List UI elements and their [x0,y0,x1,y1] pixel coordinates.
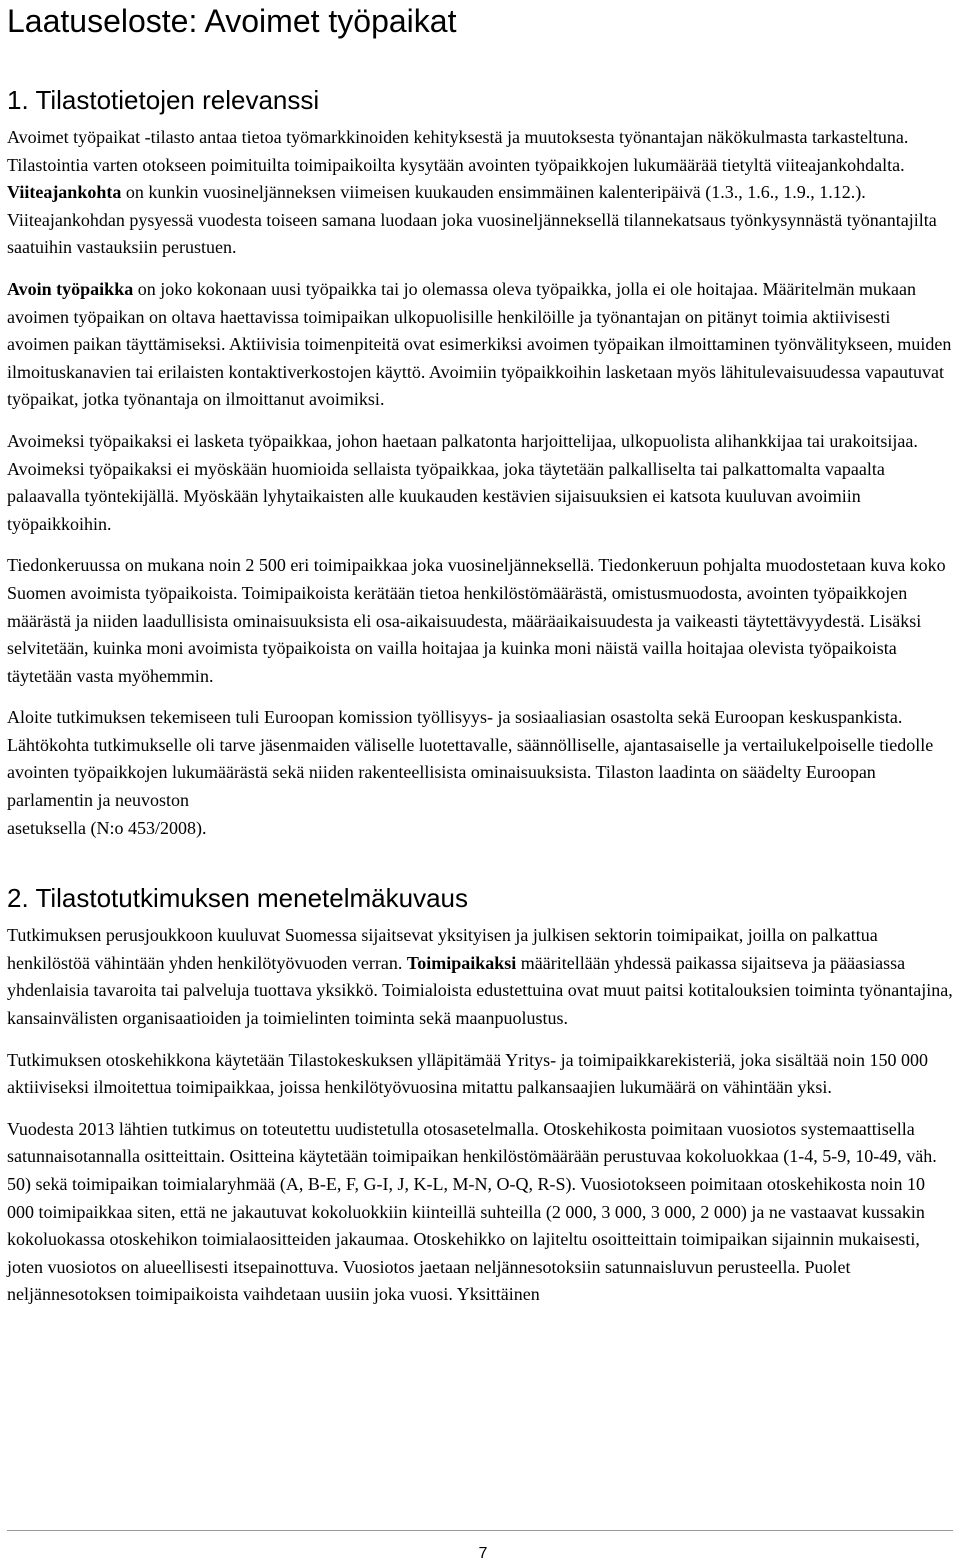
section-1-paragraph-1 [7,124,955,262]
paragraph-text: on joko kokonaan uusi työpaikka tai jo olemassa oleva työpaikka, jolla ei ole hoitajaa. Määritelmän mukaan avoimen työpaikan on oltava haettavissa toimipaikan ulkopuolisille henkilöille ja työnantajan on pitänyt toimia aktiivisesti avoimen paikan täyttämiseksi. Aktiivisia toimenpiteitä ovat esimerkiksi avoimen työpaikan ilmoittaminen työnvälitykseen, muiden ilmoituskanavien tai erilaisten kontaktiverkostojen käyttö. Avoimiin työpaikkoihin lasketaan myös lähitulevaisuudessa vapautuvat työpaikat, jotka työnantaja on ilmoittanut avoimiksi. [7,278,952,410]
section-2-paragraph-2: Tutkimuksen otoskehikkona käytetään Tilastokeskuksen ylläpitämää Yritys- ja toimipaikkarekisteriä, joka sisältää noin 150 000 aktiiviseksi ilmoitettua toimipaikkaa, joissa henkilötyövuosina mitattu palkansaajien lukumäärä on vähintään yksi. [7,1049,929,1098]
term-avoin-tyopaikka: Avoin työpaikka [7,278,134,299]
term-viiteajankohta: Viiteajankohta [7,182,122,203]
paragraph-text: Tutkimuksen perusjoukkoon kuuluvat Suomessa sijaitsevat yksityisen ja julkisen sektorin toimipaikat, joilla on palkattua henkilöstöä vähintään yhden henkilötyövuoden verran. [7,925,878,973]
paragraph-text: asetuksella (N:o 453/2008). [7,817,207,838]
paragraph-text: Aloite tutkimuksen tekemiseen tuli Euroopan komission työllisyys- ja sosiaaliasian osastolta sekä Euroopan keskuspankista. Lähtökohta tutkimukselle oli tarve jäsenmaiden väliselle luotettavalle, säännölliselle, ajantasaiselle ja vertailukelpoiselle tiedolle avointen työpaikkojen lukumäärästä sekä niiden rakenteellisista ominaisuuksista. Tilaston laadinta on säädelty Euroopan parlamentin ja neuvoston [7,707,934,811]
section-1-paragraph-5 [7,704,955,842]
page-number-text: 7 [478,1545,488,1562]
paragraph-text: Avoimet työpaikat -tilasto antaa tietoa työmarkkinoiden kehityksestä ja muutoksesta työnantajan näkökulmasta tarkasteltuna. Tilastointia varten otokseen poimituilta toimipaikoilta kysytään avointen työpaikkojen lukumäärää tietyltä viiteajankohdalta. [7,127,909,175]
section-1-paragraph-2 [7,276,955,414]
section-2-heading: 2. Tilastotutkimuksen menetelmäkuvaus [7,883,468,914]
document-page [7,0,955,1309]
term-toimipaikaksi: Toimipaikaksi [406,952,517,973]
paragraph-text: on kunkin vuosineljänneksen viimeisen kuukauden ensimmäinen kalenteripäivä (1.3., 1.6., 1.9., 1.12.). Viiteajankohdan pysyessä vuodesta toiseen samana luodaan joka vuosineljänneksellä tilannekatsaus työnkysynnästä työnantajilta saatuihin vastauksiin perustuen. [7,182,937,258]
section-1-paragraph-3: Avoimeksi työpaikaksi ei lasketa työpaikkaa, johon haetaan palkatonta harjoittelijaa, ulkopuolista alihankkijaa tai urakoitsijaa. Avoimeksi työpaikaksi ei myöskään huomioida sellaista työpaikkaa, joka täytetään palkalliselta tai palkattomalta vapaalta palaavalla työntekijällä. Myöskään lyhytaikaisten alle kuukauden kestävien sijaisuuksien ei katsota kuuluvan avoimiin työpaikkoihin. [7,430,918,534]
footer-divider [7,1530,953,1531]
page-number [0,1545,960,1563]
section-1-heading: 1. Tilastotietojen relevanssi [7,85,320,115]
section-2-paragraph-1 [7,922,955,1032]
document-title: Laatuseloste: Avoimet työpaikat [7,3,457,39]
section-1-paragraph-4: Tiedonkeruussa on mukana noin 2 500 eri toimipaikkaa joka vuosineljänneksellä. Tiedonkeruun pohjalta muodostetaan kuva koko Suomen avoimista työpaikoista. Toimipaikoista kerätään tietoa henkilöstömäärästä, omistusmuodosta, avointen työpaikkojen määrästä ja niiden laadullisista ominaisuuksista eli osa-aikaisuudesta, määräaikaisuudesta ja vaikeasti täytettävyydestä. Lisäksi selvitetään, kuinka moni avoimista työpaikoista on vailla hoitajaa ja kuinka moni näistä vailla hoitajaa olevista työpaikoista täytetään vasta myöhemmin. [7,555,946,686]
paragraph-text: määritellään yhdessä paikassa sijaitseva ja pääasiassa yhdenlaisia tavaroita tai palveluja tuottava yksikkö. Toimialoista edustettuina ovat muut paitsi kotitalouksien toiminta työnantajina, kansainvälisten organisaatioiden ja toimielinten toiminta sekä maanpuolustus. [7,952,953,1029]
section-2-paragraph-3: Vuodesta 2013 lähtien tutkimus on toteutettu uudistetulla otosasetelmalla. Otoskehikosta poimitaan vuosiotos systemaattisella satunnaisotannalla ositteittain. Ositteina käytetään toimipaikan henkilöstömäärään perustuvaa kokoluokkaa (1-4, 5-9, 10-49, väh. 50) sekä toimipaikan toimialaryhmää (A, B-E, F, G-I, J, K-L, M-N, O-Q, R-S). Vuosiotokseen poimitaan otoskehikosta noin 10 000 toimipaikkaa siten, että ne jakautuvat kokoluokkiin kiinteillä suhteilla (2 000, 3 000, 3 000, 2 000) ja ne vastaavat kussakin kokoluokassa otoskehikon toimialaositteiden jakaumaa. Otoskehikko on lajiteltu osoitteittain toimipaikan sijainnin mukaisesti, joten vuosiotos on alueellisesti itsepainottuva. Vuosiotos jaetaan neljännesotoksiin satunnaisluvun perusteella. Puolet neljännesotoksen toimipaikoista vaihdetaan uusiin joka vuosi. Yksittäinen [7,1118,937,1305]
